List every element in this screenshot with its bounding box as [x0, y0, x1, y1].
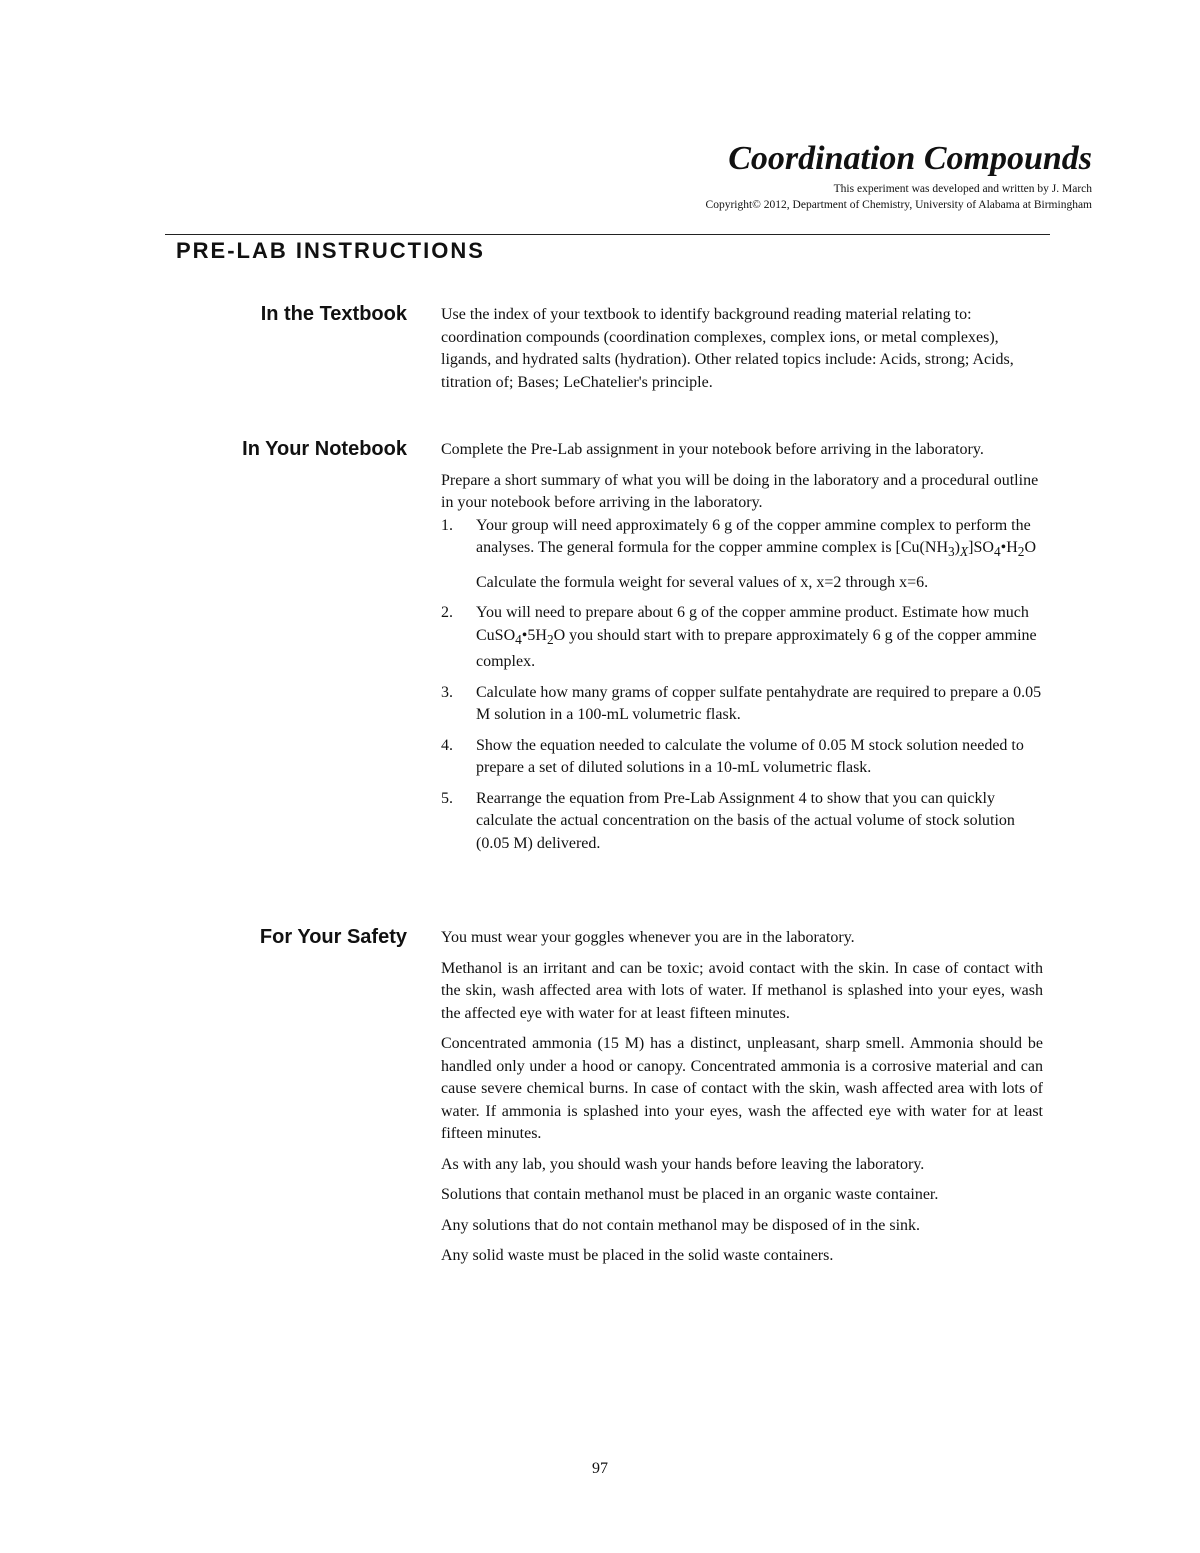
textbook-label: In the Textbook: [260, 303, 407, 325]
notebook-paragraph-2: Prepare a short summary of what you will be doing in the laboratory and a procedural outline in your notebook before arriving in the laboratory.: [441, 471, 1039, 511]
item-number: 3.: [441, 683, 453, 701]
item-text: Show the equation needed to calculate the volume of 0.05 M stock solution needed to prepare a set of diluted solutions in a 10-mL volumetric flask.: [476, 736, 1024, 777]
item-number: 2.: [441, 604, 453, 622]
copyright-line: Copyright© 2012, Department of Chemistry, University of Alabama at Birmingham: [705, 199, 1092, 211]
item-text: You will need to prepare about 6 g of the copper ammine product. Estimate how much $CuSO_4•5H_2O$ you should start with to prepare approximately 6 g of the copper ammine complex.: [476, 604, 1037, 671]
header-divider: [165, 234, 1050, 235]
item-extra-text: Calculate the formula weight for several values of x, x=2 through x=6.: [476, 573, 929, 591]
notebook-paragraph-1: Complete the Pre-Lab assignment in your notebook before arriving in the laboratory.: [441, 441, 984, 458]
safety-paragraph: Methanol is an irritant and can be toxic; avoid contact with the skin. In case of contact with the skin, wash affected area with lots of water. If methanol is splashed into your eyes, wash the affected eye with water for at least fifteen minutes.: [441, 959, 1043, 1022]
section-heading: PRE-LAB INSTRUCTIONS: [176, 238, 485, 263]
safety-section: [441, 927, 1043, 1276]
safety-label: For Your Safety: [259, 926, 407, 948]
document-title: Coordination Compounds: [728, 140, 1092, 177]
list-item: [441, 515, 1043, 595]
list-item: [441, 602, 1043, 674]
safety-paragraph: As with any lab, you should wash your hands before leaving the laboratory.: [441, 1155, 925, 1173]
safety-paragraph: Concentrated ammonia (15 M) has a distinct, unpleasant, sharp smell. Ammonia should be handled only under a hood or canopy. Concentrated ammonia is a corrosive material and can cause severe chemical burns. In case of contact with the skin, wash affected area with lots of water. If ammonia is splashed into your eyes, wash the affected eye with water for at least fifteen minutes.: [441, 1035, 1043, 1142]
notebook-section: [441, 439, 1043, 863]
safety-paragraph: Any solutions that do not contain methanol may be disposed of in the sink.: [441, 1216, 921, 1234]
list-item: [441, 682, 1043, 727]
item-number: 1.: [441, 516, 453, 534]
safety-paragraph: You must wear your goggles whenever you are in the laboratory.: [441, 929, 855, 946]
item-text: Your group will need approximately 6 g of the copper ammine complex to perform the analyses. The general formula for the copper ammine complex is $[Cu(NH_3)_X]SO_4•H_2O$: [476, 516, 1036, 560]
item-text: Calculate how many grams of copper sulfate pentahydrate are required to prepare a 0.05 M solution in a 100-mL volumetric flask.: [476, 683, 1042, 724]
notebook-label: In Your Notebook: [242, 438, 407, 460]
safety-paragraph: Any solid waste must be placed in the solid waste containers.: [441, 1247, 834, 1264]
textbook-paragraph: Use the index of your textbook to identify background reading material relating to: coordination compounds (coordination complexes, complex ions, or metal complexes), ligands, and hydrated salts (hydration). Other related topics include: Acids, strong; Acids, titration of; Bases; LeChatelier's principle.: [441, 306, 1014, 391]
page-number: 97: [592, 1460, 608, 1477]
item-number: 5.: [441, 789, 453, 807]
textbook-section: [441, 304, 1043, 402]
safety-paragraph: Solutions that contain methanol must be placed in an organic waste container.: [441, 1186, 939, 1203]
list-item: [441, 735, 1043, 780]
prelab-assignment-list: [441, 515, 1043, 856]
item-text: Rearrange the equation from Pre-Lab Assignment 4 to show that you can quickly calculate the actual concentration on the basis of the actual volume of stock solution (0.05 M) delivered.: [476, 789, 1015, 852]
list-item: [441, 788, 1043, 856]
item-number: 4.: [441, 736, 453, 754]
author-credit: This experiment was developed and written by J. March: [833, 183, 1092, 195]
